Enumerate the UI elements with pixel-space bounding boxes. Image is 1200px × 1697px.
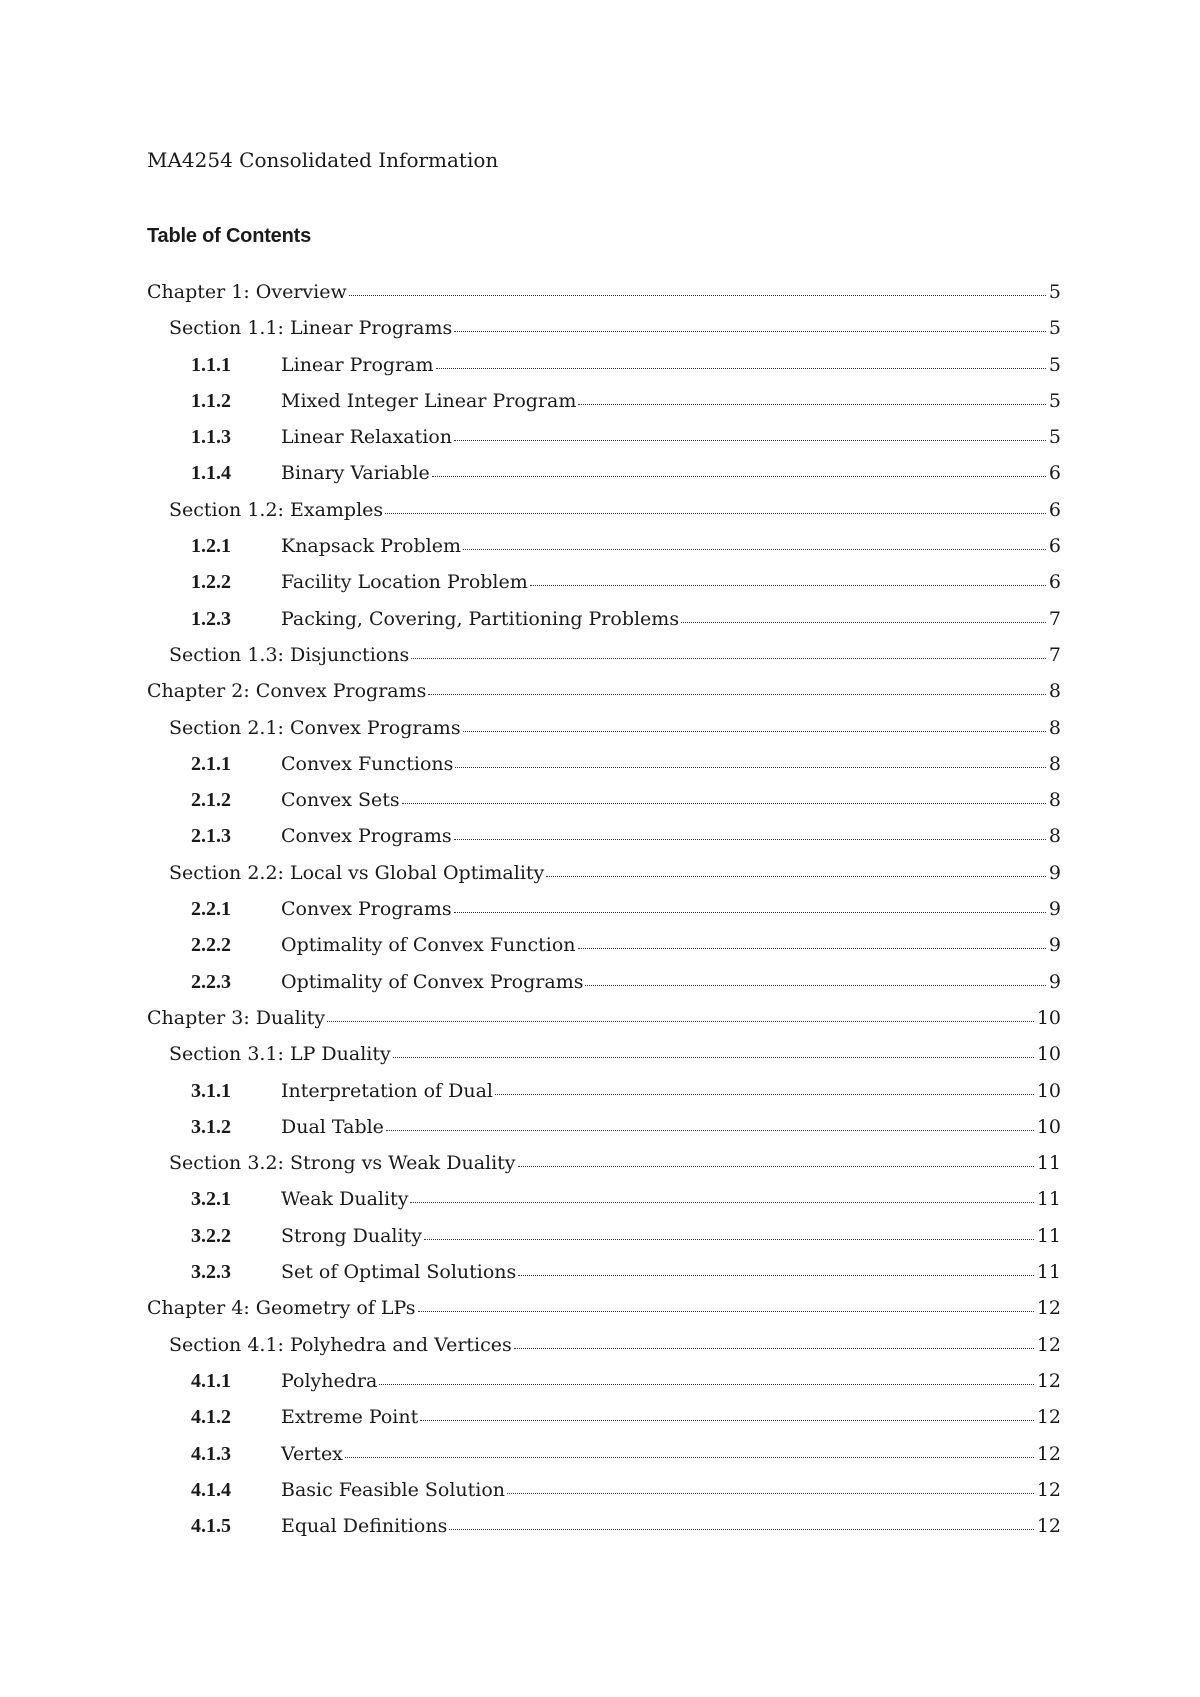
toc-entry-page-number: 5 xyxy=(1048,317,1061,340)
toc-entry-page-number: 8 xyxy=(1048,752,1061,775)
toc-dot-leader xyxy=(585,984,1045,986)
toc-entry-title: Weak Duality xyxy=(281,1188,409,1211)
toc-dot-leader xyxy=(393,1056,1034,1058)
toc-dot-leader xyxy=(410,1201,1033,1203)
toc-dot-leader xyxy=(546,875,1046,877)
toc-subsection-entry[interactable] xyxy=(147,1363,1061,1399)
toc-subsection-entry[interactable] xyxy=(147,818,1061,854)
toc-dot-leader xyxy=(530,584,1046,586)
toc-section-entry[interactable] xyxy=(147,637,1061,673)
toc-chapter-entry[interactable] xyxy=(147,673,1061,709)
toc-section-entry[interactable] xyxy=(147,710,1061,746)
toc-entry-title: Chapter 3: Duality xyxy=(147,1006,326,1029)
toc-entry-number: 3.2.3 xyxy=(191,1261,231,1284)
toc-section-entry[interactable] xyxy=(147,1145,1061,1181)
toc-entry-page-number: 12 xyxy=(1036,1515,1061,1538)
toc-entry-page-number: 5 xyxy=(1048,426,1061,449)
toc-entry-title: Optimality of Convex Function xyxy=(281,934,576,957)
toc-dot-leader xyxy=(578,403,1046,405)
toc-entry-page-number: 6 xyxy=(1048,535,1061,558)
toc-entry-title: Section 1.3: Disjunctions xyxy=(169,643,410,666)
toc-dot-leader xyxy=(454,838,1046,840)
toc-entry-page-number: 7 xyxy=(1048,643,1061,666)
toc-entry-title: Convex Programs xyxy=(281,825,452,848)
toc-entry-page-number: 5 xyxy=(1048,389,1061,412)
toc-subsection-entry[interactable] xyxy=(147,347,1061,383)
toc-dot-leader xyxy=(578,947,1046,949)
toc-entry-page-number: 5 xyxy=(1048,353,1061,376)
toc-subsection-entry[interactable] xyxy=(147,1073,1061,1109)
toc-entry-title: Packing, Covering, Partitioning Problems xyxy=(281,607,680,630)
toc-subsection-entry[interactable] xyxy=(147,601,1061,637)
toc-section-entry[interactable] xyxy=(147,310,1061,346)
toc-entry-page-number: 10 xyxy=(1036,1079,1061,1102)
toc-entry-page-number: 8 xyxy=(1048,825,1061,848)
toc-entry-page-number: 9 xyxy=(1048,861,1061,884)
toc-entry-page-number: 10 xyxy=(1036,1043,1061,1066)
toc-entry-number: 1.1.2 xyxy=(191,389,231,412)
toc-entry-page-number: 5 xyxy=(1048,281,1061,303)
toc-entry-number: 1.2.2 xyxy=(191,571,231,594)
toc-dot-leader xyxy=(514,1347,1034,1349)
toc-subsection-entry[interactable] xyxy=(147,964,1061,1000)
toc-dot-leader xyxy=(518,1165,1034,1167)
toc-entry-page-number: 12 xyxy=(1036,1297,1061,1320)
document-title: MA4254 Consolidated Information xyxy=(147,148,499,172)
toc-section-entry[interactable] xyxy=(147,1036,1061,1072)
toc-dot-leader xyxy=(432,475,1046,477)
toc-entry-title: Chapter 4: Geometry of LPs xyxy=(147,1297,416,1320)
toc-entry-page-number: 12 xyxy=(1036,1333,1061,1356)
toc-dot-leader xyxy=(681,621,1046,623)
toc-entry-number: 1.1.4 xyxy=(191,462,231,485)
toc-subsection-entry[interactable] xyxy=(147,419,1061,455)
toc-dot-leader xyxy=(418,1310,1034,1312)
toc-dot-leader xyxy=(385,512,1046,514)
toc-dot-leader xyxy=(428,693,1046,695)
toc-entry-title: Equal Definitions xyxy=(281,1515,448,1538)
toc-dot-leader xyxy=(454,330,1046,332)
toc-entry-page-number: 11 xyxy=(1036,1261,1061,1284)
toc-entry-number: 1.2.1 xyxy=(191,535,231,558)
toc-entry-number: 3.1.1 xyxy=(191,1079,231,1102)
toc-subsection-entry[interactable] xyxy=(147,1436,1061,1472)
toc-entry-number: 2.1.2 xyxy=(191,789,231,812)
toc-entry-title: Knapsack Problem xyxy=(281,535,461,558)
toc-entry-page-number: 6 xyxy=(1048,571,1061,594)
toc-dot-leader xyxy=(454,439,1046,441)
toc-subsection-entry[interactable] xyxy=(147,1181,1061,1217)
toc-entry-page-number: 10 xyxy=(1036,1006,1061,1029)
toc-chapter-entry[interactable] xyxy=(147,274,1061,310)
toc-entry-title: Chapter 2: Convex Programs xyxy=(147,680,427,703)
toc-dot-leader xyxy=(463,548,1046,550)
toc-entry-number: 1.1.1 xyxy=(191,353,231,376)
toc-entry-title: Optimality of Convex Programs xyxy=(281,970,584,993)
table-of-contents xyxy=(147,274,1061,1544)
toc-entry-title: Section 1.1: Linear Programs xyxy=(169,317,453,340)
toc-dot-leader xyxy=(507,1492,1034,1494)
toc-entry-title: Dual Table xyxy=(281,1115,384,1138)
toc-entry-title: Binary Variable xyxy=(281,462,430,485)
toc-entry-page-number: 12 xyxy=(1036,1369,1061,1392)
toc-entry-title: Convex Programs xyxy=(281,898,452,921)
toc-entry-title: Section 1.2: Examples xyxy=(169,498,384,521)
toc-entry-title: Strong Duality xyxy=(281,1224,422,1247)
toc-entry-number: 3.1.2 xyxy=(191,1115,231,1138)
toc-dot-leader xyxy=(454,911,1046,913)
toc-entry-number: 1.1.3 xyxy=(191,426,231,449)
toc-dot-leader xyxy=(455,766,1046,768)
toc-entry-number: 2.2.3 xyxy=(191,970,231,993)
toc-dot-leader xyxy=(424,1238,1034,1240)
toc-dot-leader xyxy=(495,1093,1034,1095)
toc-entry-page-number: 6 xyxy=(1048,462,1061,485)
toc-entry-page-number: 11 xyxy=(1036,1152,1061,1175)
toc-entry-page-number: 7 xyxy=(1048,607,1061,630)
toc-entry-page-number: 12 xyxy=(1036,1442,1061,1465)
toc-entry-number: 2.1.3 xyxy=(191,825,231,848)
toc-entry-page-number: 11 xyxy=(1036,1188,1061,1211)
toc-dot-leader xyxy=(349,294,1046,296)
toc-subsection-entry[interactable] xyxy=(147,1218,1061,1254)
toc-entry-title: Section 4.1: Polyhedra and Vertices xyxy=(169,1333,512,1356)
toc-subsection-entry[interactable] xyxy=(147,455,1061,491)
toc-entry-title: Vertex xyxy=(281,1442,343,1465)
toc-entry-page-number: 6 xyxy=(1048,498,1061,521)
toc-entry-title: Interpretation of Dual xyxy=(281,1079,493,1102)
toc-section-entry[interactable] xyxy=(147,855,1061,891)
toc-entry-page-number: 10 xyxy=(1036,1115,1061,1138)
toc-entry-title: Mixed Integer Linear Program xyxy=(281,389,577,412)
toc-entry-title: Basic Feasible Solution xyxy=(281,1478,506,1501)
toc-chapter-entry[interactable] xyxy=(147,1290,1061,1326)
toc-subsection-entry[interactable] xyxy=(147,891,1061,927)
toc-entry-page-number: 9 xyxy=(1048,934,1061,957)
toc-entry-title: Extreme Point xyxy=(281,1406,419,1429)
toc-entry-number: 2.2.2 xyxy=(191,934,231,957)
toc-subsection-entry[interactable] xyxy=(147,746,1061,782)
toc-section-entry[interactable] xyxy=(147,492,1061,528)
toc-entry-title: Linear Program xyxy=(281,353,434,376)
toc-entry-title: Section 2.1: Convex Programs xyxy=(169,716,461,739)
toc-dot-leader xyxy=(436,367,1046,369)
toc-entry-title: Section 3.1: LP Duality xyxy=(169,1043,391,1066)
toc-heading: Table of Contents xyxy=(147,225,312,247)
toc-entry-title: Convex Functions xyxy=(281,752,454,775)
toc-entry-page-number: 8 xyxy=(1048,716,1061,739)
toc-entry-number: 2.1.1 xyxy=(191,752,231,775)
toc-subsection-entry[interactable] xyxy=(147,1254,1061,1290)
toc-entry-page-number: 11 xyxy=(1036,1224,1061,1247)
toc-entry-page-number: 12 xyxy=(1036,1478,1061,1501)
toc-subsection-entry[interactable] xyxy=(147,1109,1061,1145)
toc-dot-leader xyxy=(379,1383,1033,1385)
toc-dot-leader xyxy=(386,1129,1034,1131)
toc-dot-leader xyxy=(402,802,1046,804)
toc-entry-page-number: 8 xyxy=(1048,789,1061,812)
toc-entry-number: 2.2.1 xyxy=(191,898,231,921)
toc-entry-number: 1.2.3 xyxy=(191,607,231,630)
toc-entry-number: 4.1.1 xyxy=(191,1369,231,1392)
toc-entry-number: 3.2.2 xyxy=(191,1224,231,1247)
toc-dot-leader xyxy=(411,657,1046,659)
toc-entry-title: Section 2.2: Local vs Global Optimality xyxy=(169,861,545,884)
toc-dot-leader xyxy=(327,1020,1034,1022)
toc-section-entry[interactable] xyxy=(147,1327,1061,1363)
toc-dot-leader xyxy=(449,1528,1033,1530)
toc-entry-title: Linear Relaxation xyxy=(281,426,453,449)
toc-dot-leader xyxy=(345,1456,1034,1458)
toc-entry-number: 4.1.2 xyxy=(191,1406,231,1429)
toc-subsection-entry[interactable] xyxy=(147,1508,1061,1544)
toc-entry-page-number: 12 xyxy=(1036,1406,1061,1429)
toc-dot-leader xyxy=(463,730,1046,732)
toc-entry-title: Facility Location Problem xyxy=(281,571,528,594)
toc-entry-number: 3.2.1 xyxy=(191,1188,231,1211)
toc-subsection-entry[interactable] xyxy=(147,1472,1061,1508)
toc-entry-title: Set of Optimal Solutions xyxy=(281,1261,517,1284)
toc-entry-page-number: 9 xyxy=(1048,970,1061,993)
toc-entry-title: Convex Sets xyxy=(281,789,400,812)
toc-subsection-entry[interactable] xyxy=(147,383,1061,419)
toc-dot-leader xyxy=(518,1274,1034,1276)
toc-entry-number: 4.1.4 xyxy=(191,1478,231,1501)
toc-entry-page-number: 8 xyxy=(1048,680,1061,703)
toc-entry-title: Chapter 1: Overview xyxy=(147,281,347,303)
toc-subsection-entry[interactable] xyxy=(147,782,1061,818)
toc-subsection-entry[interactable] xyxy=(147,1399,1061,1435)
toc-entry-page-number: 9 xyxy=(1048,898,1061,921)
toc-entry-number: 4.1.3 xyxy=(191,1442,231,1465)
toc-dot-leader xyxy=(420,1419,1034,1421)
toc-entry-title: Section 3.2: Strong vs Weak Duality xyxy=(169,1152,516,1175)
toc-entry-title: Polyhedra xyxy=(281,1369,378,1392)
toc-subsection-entry[interactable] xyxy=(147,528,1061,564)
toc-subsection-entry[interactable] xyxy=(147,927,1061,963)
toc-entry-number: 4.1.5 xyxy=(191,1515,231,1538)
toc-subsection-entry[interactable] xyxy=(147,564,1061,600)
toc-chapter-entry[interactable] xyxy=(147,1000,1061,1036)
